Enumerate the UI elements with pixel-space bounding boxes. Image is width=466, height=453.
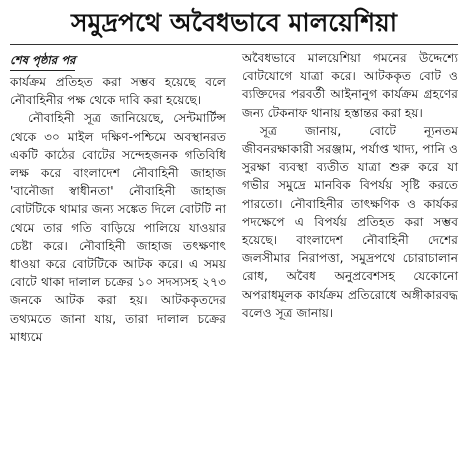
continued-label: শেষ পৃষ্ঠার পর bbox=[10, 51, 75, 71]
headline-rule bbox=[10, 44, 458, 45]
paragraph: কার্যক্রম প্রতিহত করা সম্ভব হয়েছে বলে নৌবাহিনীর পক্ষ থেকে দাবি করা হয়েছে। bbox=[10, 75, 226, 108]
left-column bbox=[10, 49, 226, 346]
paragraph: অবৈধভাবে মালয়েশিয়া গমনের উদ্দেশ্যে বোটযোগে যাত্রা করে। আটককৃত বোট ও ব্যক্তিদের পরবর্তী আইনানুগ কার্যক্রম গ্রহণের জন্য টেকনাফ থানায় হস্তান্তর করা হয়। bbox=[242, 51, 458, 120]
paragraph: সূত্র জানায়, বোটে ন্যূনতম জীবনরক্ষাকারী সরঞ্জাম, পর্যাপ্ত খাদ্য, পানি ও সুরক্ষা ব্যবস্থা ব্যতীত যাত্রা শুরু করে যা গভীর সমুদ্রে মানবিক বিপর্যয় সৃষ্টি করতে পারতো। নৌবাহিনীর তাৎক্ষণিক ও কার্যকর পদক্ষেপে এ বিপর্যয় প্রতিহত করা সম্ভব হয়েছে। বাংলাদেশ নৌবাহিনী দেশের জলসীমার নিরাপত্তা, সমুদ্রপথে চোরাচালান রোধ, অবৈধ অনুপ্রবেশসহ যেকোনো অপরাধমূলক কার্যক্রম প্রতিরোধে অঙ্গীকারবদ্ধ বলেও সূত্র জানায়। bbox=[242, 123, 458, 320]
article-columns bbox=[10, 49, 458, 346]
paragraph: নৌবাহিনী সূত্র জানিয়েছে, সেন্টমার্টিন্স থেকে ৩০ মাইল দক্ষিণ-পশ্চিমে অবস্থানরত একটি কাঠের বোটের সন্দেহজনক গতিবিধি লক্ষ করে বাংলাদেশ নৌবাহিনী জাহাজ 'বানৌজা স্বাধীনতা' নৌবাহিনী জাহাজ বোটটিকে থামার জন্য সঙ্কেত দিলে বোটটি না থেমে তার গতি বাড়িয়ে পালিয়ে যাওয়ার চেষ্টা করে। নৌবাহিনী জাহাজ তৎক্ষণাৎ ধাওয়া করে বোটটিকে আটক করে। এ সময় বোটে থাকা দালাল চক্রের ১০ সদস্যসহ ২৭৩ জনকে আটক করা হয়। আটককৃতদের তথ্যমতে জানা যায়, তারা দালাল চক্রের মাধ্যমে bbox=[10, 111, 226, 344]
headline: সমুদ্রপথে অবৈধভাবে মালয়েশিয়া bbox=[71, 8, 397, 37]
right-column bbox=[242, 49, 458, 346]
